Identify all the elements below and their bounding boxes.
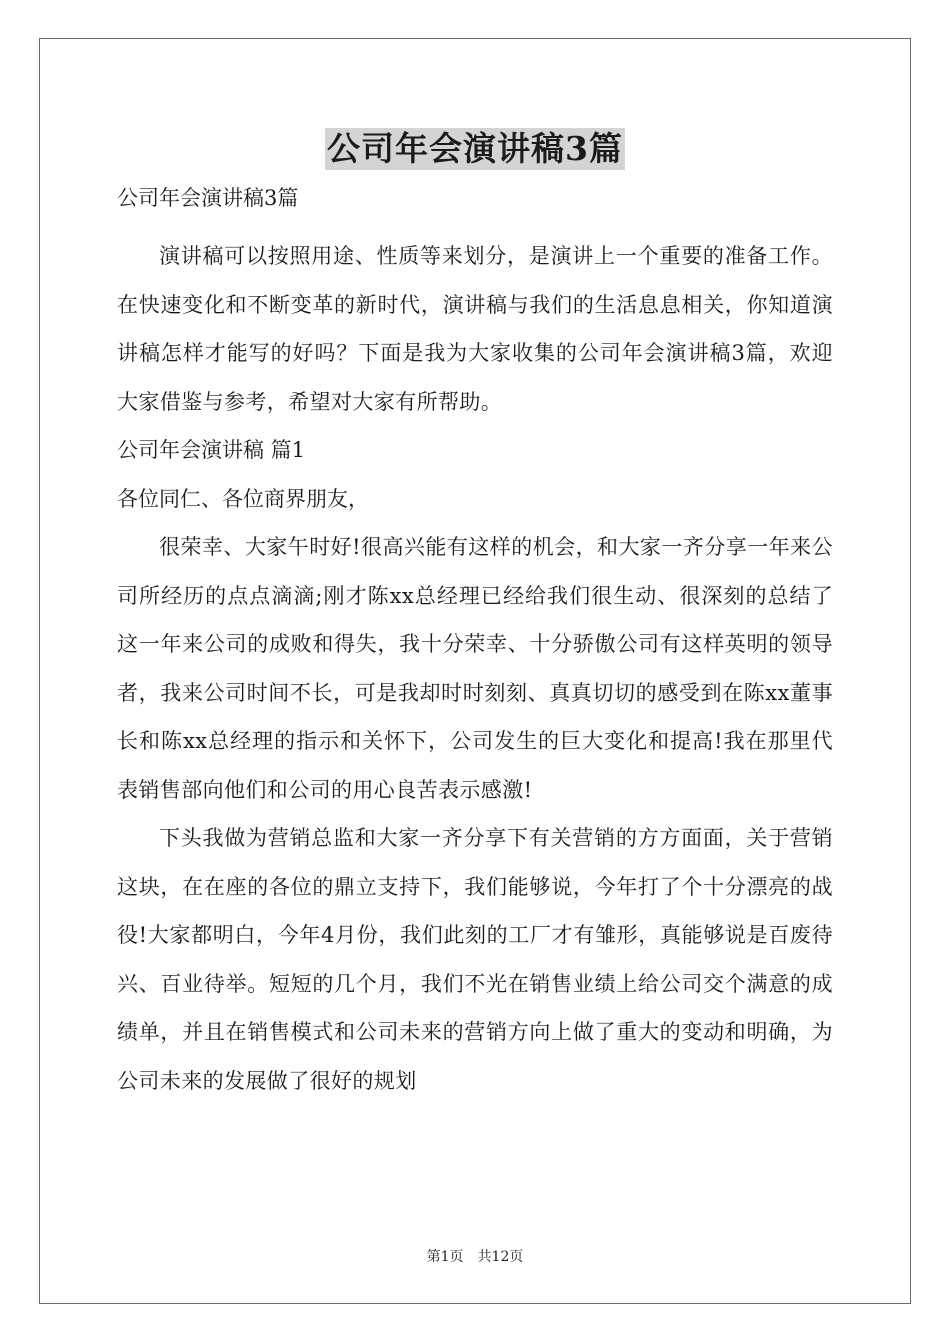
page-footer: 第1页 共12页 xyxy=(426,1249,524,1265)
section-heading: 公司年会演讲稿 篇1 xyxy=(117,438,306,462)
document-body xyxy=(117,183,833,1105)
intro-paragraph: 演讲稿可以按照用途、性质等来划分，是演讲上一个重要的准备工作。在快速变化和不断变革的新时代，演讲稿与我们的生活息息相关，你知道演讲稿怎样才能写的好吗？下面是我为大家收集的公司年会演讲稿3篇，欢迎大家借鉴与参考，希望对大家有所帮助。 xyxy=(117,244,833,414)
document-title: 公司年会演讲稿3篇 xyxy=(327,129,623,168)
body-paragraph-2: 下头我做为营销总监和大家一齐分享下有关营销的方方面面，关于营销这块，在在座的各位的鼎立支持下，我们能够说，今年打了个十分漂亮的战役!大家都明白，今年4月份，我们此刻的工厂才有雏形，真能够说是百废待兴、百业待举。短短的几个月，我们不光在销售业绩上给公司交个满意的成绩单，并且在销售模式和公司未来的营销方向上做了重大的变动和明确，为公司未来的发展做了很好的规划 xyxy=(117,826,833,1093)
salutation: 各位同仁、各位商界朋友， xyxy=(117,486,369,511)
title-container xyxy=(0,128,950,170)
body-paragraph-1: 很荣幸、大家午时好!很高兴能有这样的机会，和大家一齐分享一年来公司所经历的点点滴滴;刚才陈xx总经理已经给我们很生动、很深刻的总结了这一年来公司的成败和得失，我十分荣幸、十分骄傲公司有这样英明的领导者，我来公司时间不长，可是我却时时刻刻、真真切切的感受到在陈xx董事长和陈xx总经理的指示和关怀下，公司发生的巨大变化和提高!我在那里代表销售部向他们和公司的用心良苦表示感激! xyxy=(117,535,833,802)
document-subtitle: 公司年会演讲稿3篇 xyxy=(117,186,299,210)
